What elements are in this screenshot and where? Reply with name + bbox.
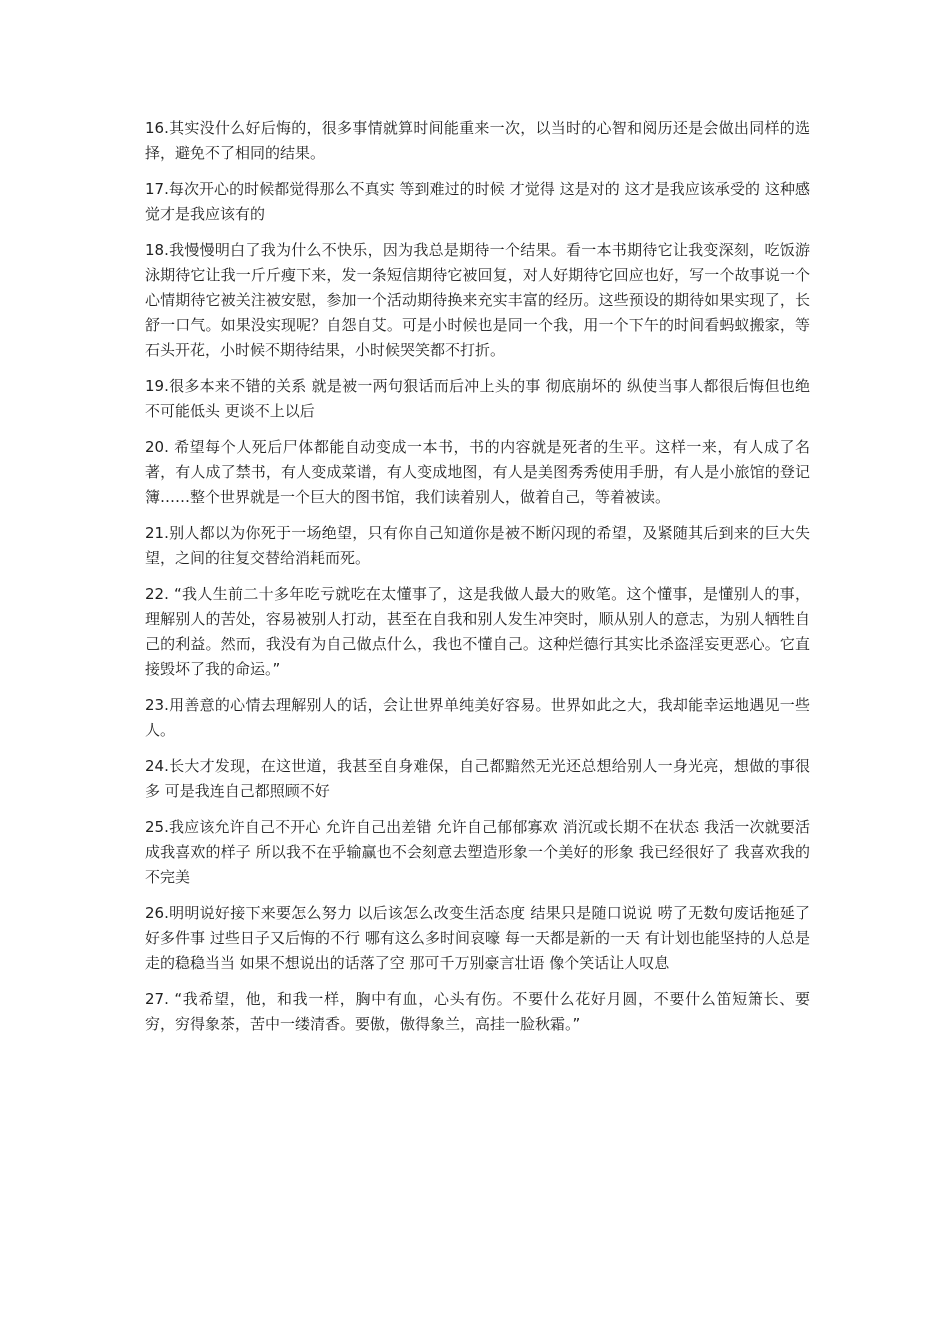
paragraph-18: 18.我慢慢明白了我为什么不快乐，因为我总是期待一个结果。看一本书期待它让我变深刻，吃饭游泳期待它让我一斤斤瘦下来，发一条短信期待它被回复，对人好期待它回应也好，写一个故事说一个心情期待它被关注被安慰，参加一个活动期待换来充实丰富的经历。这些预设的期待如果实现了，长舒一口气。如果没实现呢？自怨自艾。可是小时候也是同一个我，用一个下午的时间看蚂蚁搬家，等石头开花，小时候不期待结果，小时候哭笑都不打折。 <box>145 241 810 359</box>
paragraph-26: 26.明明说好接下来要怎么努力 以后该怎么改变生活态度 结果只是随口说说 唠了无数句废话拖延了好多件事 过些日子又后悔的不行 哪有这么多时间哀嚎 每一天都是新的一天 有计划也能坚持的人总是走的稳稳当当 如果不想说出的话落了空 那可千万别豪言壮语 像个笑话让人叹息 <box>145 904 810 972</box>
paragraph-22: 22. “我人生前二十多年吃亏就吃在太懂事了，这是我做人最大的败笔。这个懂事，是懂别人的事，理解别人的苦处，容易被别人打动，甚至在自我和别人发生冲突时，顺从别人的意志，为别人牺牲自己的利益。然而，我没有为自己做点什么，我也不懂自己。这种烂德行其实比杀盗淫妄更恶心。它直接毁坏了我的命运。” <box>145 585 810 678</box>
document-page <box>145 116 810 1048</box>
paragraph-20: 20. 希望每个人死后尸体都能自动变成一本书，书的内容就是死者的生平。这样一来，有人成了名著，有人成了禁书，有人变成菜谱，有人变成地图，有人是美图秀秀使用手册，有人是小旅馆的登记簿……整个世界就是一个巨大的图书馆，我们读着别人，做着自己，等着被读。 <box>145 438 810 506</box>
paragraph-23: 23.用善意的心情去理解别人的话，会让世界单纯美好容易。世界如此之大，我却能幸运地遇见一些人。 <box>145 696 810 739</box>
paragraph-19: 19.很多本来不错的关系 就是被一两句狠话而后冲上头的事 彻底崩坏的 纵使当事人都很后悔但也绝不可能低头 更谈不上以后 <box>145 377 810 420</box>
paragraph-27: 27. “我希望，他，和我一样，胸中有血，心头有伤。不要什么花好月圆，不要什么笛短箫长、要穷，穷得象茶，苦中一缕清香。要傲，傲得象兰，高挂一脸秋霜。” <box>145 990 810 1033</box>
paragraph-25: 25.我应该允许自己不开心 允许自己出差错 允许自己郁郁寡欢 消沉或长期不在状态 我活一次就要活成我喜欢的样子 所以我不在乎输赢也不会刻意去塑造形象一个美好的形象 我已经很好了 我喜欢我的不完美 <box>145 818 810 886</box>
paragraph-21: 21.别人都以为你死于一场绝望，只有你自己知道你是被不断闪现的希望，及紧随其后到来的巨大失望，之间的往复交替给消耗而死。 <box>145 524 810 567</box>
paragraph-24: 24.长大才发现，在这世道，我甚至自身难保，自己都黯然无光还总想给别人一身光亮，想做的事很多 可是我连自己都照顾不好 <box>145 757 810 800</box>
paragraph-16: 16.其实没什么好后悔的，很多事情就算时间能重来一次，以当时的心智和阅历还是会做出同样的选择，避免不了相同的结果。 <box>145 119 810 162</box>
paragraph-17: 17.每次开心的时候都觉得那么不真实 等到难过的时候 才觉得 这是对的 这才是我应该承受的 这种感觉才是我应该有的 <box>145 180 810 223</box>
